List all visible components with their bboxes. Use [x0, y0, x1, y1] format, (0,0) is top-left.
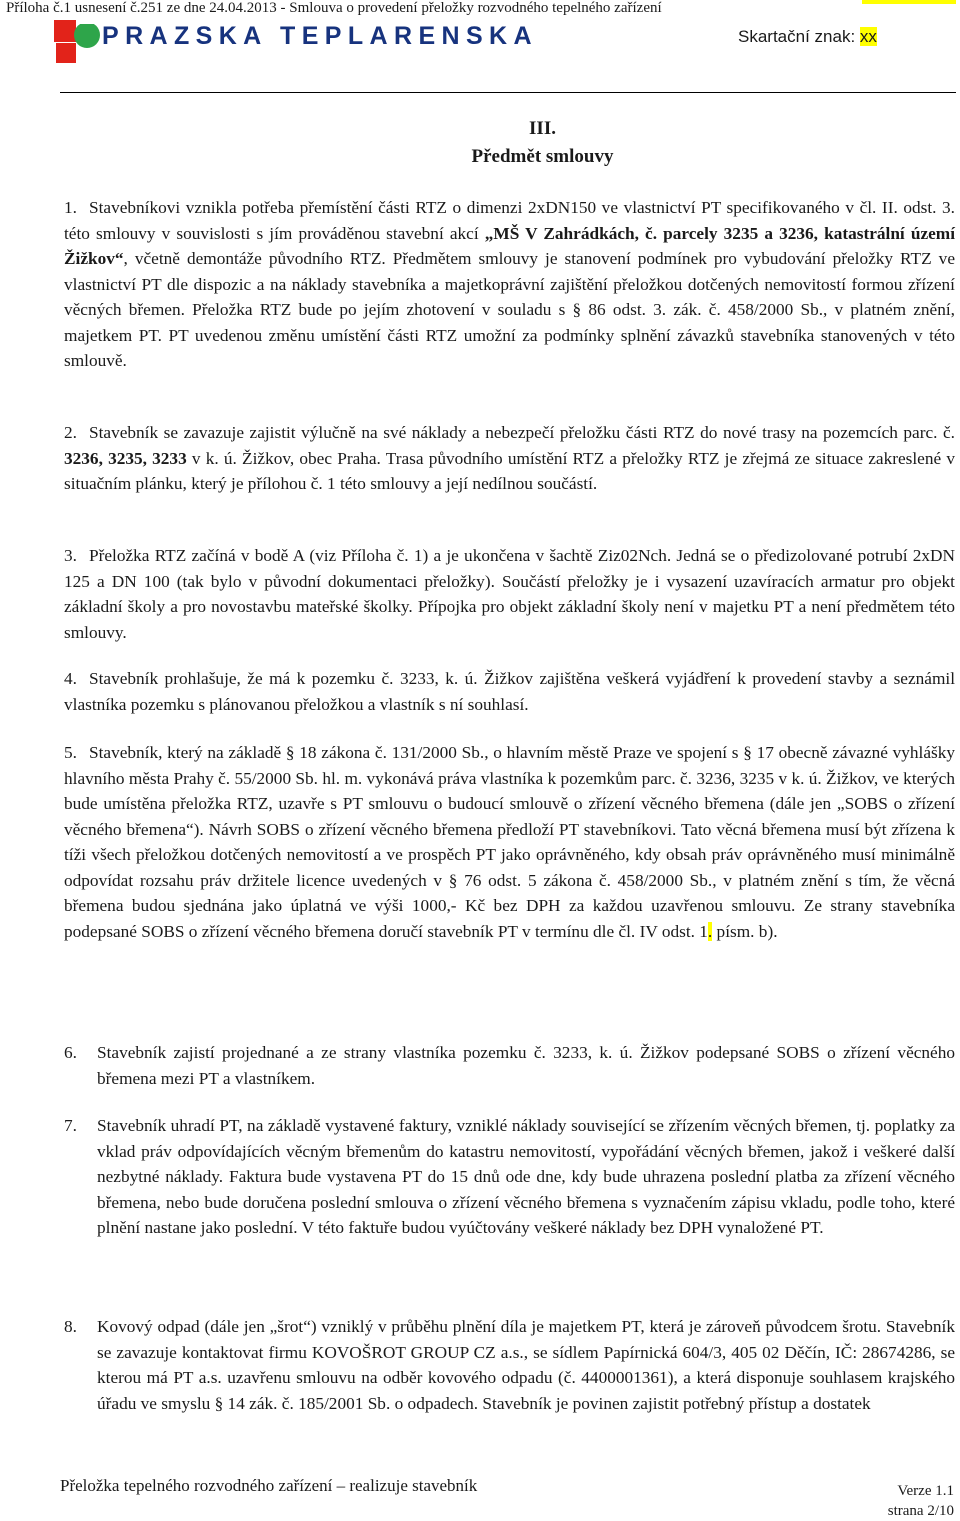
paragraph-number: 5. [64, 743, 77, 762]
paragraph-number: 4. [64, 669, 77, 688]
document-header-title: Příloha č.1 usnesení č.251 ze dne 24.04.2013 - Smlouva o provedení přeložky rozvodného tepelného zařízení [6, 0, 662, 16]
paragraph-text: Stavebník uhradí PT, na základě vystavené faktury, vzniklé náklady související se zřízením věcných břemen, tj. poplatky za vklad práv odpovídajících věcným břemenům do katastru nemovitostí, vypořádání věcných břemen, jakož i veškeré další nezbytné náklady. Faktura bude vystavena PT do 15 dnů ode dne, kdy bude uhrazena poslední platba za zřízení věcného břemena, nebo bude doručena poslední smlouva o zřízení věcného břemena s vyznačením zápisu vkladu, podle toho, které plnění nastane jako poslední. V této faktuře budou vyúčtovány veškeré náklady bez DPH vynaložené PT. [97, 1116, 955, 1237]
paragraph-text: Stavebník prohlašuje, že má k pozemku č. 3233, k. ú. Žižkov zajištěna veškerá vyjádření k provedení stavby a seznámil vlastníka pozemku s plánovanou přeložkou a vlastník s ní souhlasí. [64, 669, 955, 714]
paragraph-text: Stavebník zajistí projednané a ze strany vlastníka pozemku č. 3233, k. ú. Žižkov podepsané SOBS o zřízení věcného břemena mezi PT a vlastníkem. [97, 1043, 955, 1088]
paragraph-5 [64, 740, 955, 944]
header-divider [60, 92, 956, 93]
paragraph-1 [64, 195, 955, 374]
paragraph-8 [64, 1314, 955, 1416]
company-logo-icon [54, 20, 100, 64]
paragraph-number: 3. [64, 546, 77, 565]
paragraph-text: Kovový odpad (dále jen „šrot“) vzniklý v průběhu plnění díla je majetkem PT, která je zároveň původcem šrotu. Stavebník se zavazuje kontaktovat firmu KOVOŠROT GROUP CZ a.s., se sídlem Papírnická 604/3, 405 02 Děčín, IČ: 28674286, se kterou má PT a.s. uzavřenu smlouvu na odběr kovového odpadu (č. 4400001361), a která disponuje souhlasem krajského úřadu ve smyslu § 14 zák. č. 185/2001 Sb. o odpadech. Stavebník je povinen zajistit potřebný přístup a dostatek [97, 1317, 955, 1413]
paragraph-text: Stavebník, který na základě § 18 zákona č. 131/2000 Sb., o hlavním městě Praze ve spojení s § 17 obecně závazné vyhlášky hlavního města Prahy č. 55/2000 Sb. hl. m. vykonává práva vlastníka k pozemkům parc. č. 3236, 3235 v k. ú. Žižkov, ve kterých bude umístěna přeložka RTZ, uzavře s PT smlouvu o budoucí smlouvě o zřízení věcného břemena (dále jen „SOBS o zřízení věcného břemena“). Návrh SOBS o zřízení věcného břemena předloží PT stavebníkovi. Tato věcná břemena musí být zřízena k tíži všech přeložkou dotčených nemovitostí a ve prospěch PT jako oprávněného, kdy obsah práv oprávněného musí minimálně odpovídat rozsahu práv držitele licence uvedených v § 76 odst. 5 zákona č. 458/2000 Sb., v platném znění s tím, že věcná břemena budou sjednána jako úplatná ve výši 1000,- Kč bez DPH za každou uzavřenou smlouvu. Ze strany stavebníka podepsané SOBS o zřízení věcného břemena doručí stavebník PT v termínu dle čl. IV odst. 1. písm. b). [64, 743, 955, 941]
section-title: Předmět smlouvy [471, 146, 614, 167]
paragraph-4 [64, 666, 955, 717]
paragraph-number: 8. [64, 1317, 77, 1336]
footer-meta [888, 1481, 954, 1521]
paragraph-number: 7. [64, 1116, 77, 1135]
paragraph-text: Stavebníkovi vznikla potřeba přemístění části RTZ o dimenzi 2xDN150 ve vlastnictví PT specifikovaného v čl. II. odst. 3. této smlouvy v souvislosti s jím prováděnou stavební akcí „MŠ V Zahrádkách, č. parcely 3235 a 3236, katastrální území Žižkov“, včetně demontáže původního RTZ. Předmětem smlouvy je stanovení podmínek pro vybudování přeložky RTZ ve vlastnictví PT dle dispozic a na náklady stavebníka a majetkoprávní zajištění přeložkou dotčených nemovitostí formou zřízení věcných břemen. Přeložka RTZ bude po jejím zhotovení v souladu s § 86 odst. 3. zák. č. 458/2000 Sb., v platném znění, majetkem PT. PT uvedenou změnu umístění části RTZ umožní za podmínky splnění závazků stavebníka stanovených v této smlouvě. [64, 198, 955, 370]
skartacni-label: Skartační znak: [738, 27, 856, 46]
construction-project-name: „MŠ V Zahrádkách, č. parcely 3235 a 3236, katastrální území Žižkov“ [64, 223, 955, 268]
footer-page-number: strana 2/10 [887, 1503, 954, 1519]
paragraph-number: 6. [64, 1043, 77, 1062]
company-logo-text: PRAZSKA TEPLARENSKA [102, 22, 538, 50]
section-number: III. [529, 118, 556, 139]
highlight-mark [862, 0, 956, 4]
paragraph-number: 2. [64, 423, 77, 442]
paragraph-text: Stavebník se zavazuje zajistit výlučně na své náklady a nebezpečí přeložku části RTZ do nové trasy na pozemcích parc. č. 3236, 3235, 3233 v k. ú. Žižkov, obec Praha. Trasa původního umístění RTZ a přeložky RTZ je zřejmá ze situace zakreslené v situačním plánku, který je přílohou č. 1 této smlouvy a její nedílnou součástí. [64, 423, 955, 493]
paragraph-3 [64, 543, 955, 645]
paragraph-6 [64, 1040, 955, 1091]
paragraph-number: 1. [64, 198, 77, 217]
footer-version: Verze 1.1 [897, 1483, 954, 1499]
paragraph-text: Přeložka RTZ začíná v bodě A (viz Příloha č. 1) a je ukončena v šachtě Ziz02Nch. Jedná se o předizolované potrubí 2xDN 125 a DN 100 (tak bylo v původní dokumentaci přeložky). Součástí přeložky je i vysazení uzavíracích armatur pro objekt základní školy a pro novostavbu mateřské školky. Přípojka pro objekt základní školy není v majetku PT a není předmětem této smlouvy. [64, 546, 955, 642]
footer-document-title: Přeložka tepelného rozvodného zařízení – realizuje stavebník [60, 1476, 478, 1495]
paragraph-7 [64, 1113, 955, 1241]
skartacni-value: xx [859, 27, 877, 46]
parcel-numbers: 3236, 3235, 3233 [64, 448, 187, 468]
paragraph-2 [64, 420, 955, 497]
skartacni-znak [738, 27, 877, 47]
highlighted-period: . [707, 921, 713, 941]
